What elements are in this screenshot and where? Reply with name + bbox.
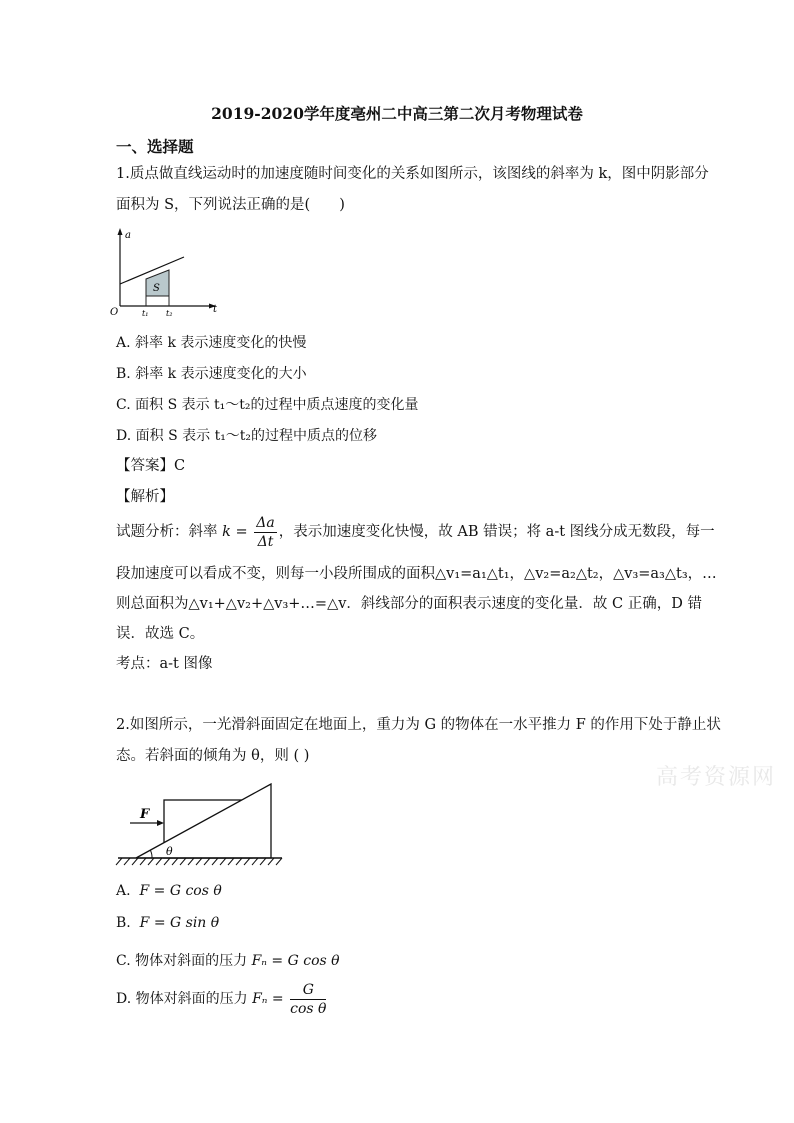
area-label: S (153, 283, 160, 294)
q2-option-c: C. 物体对斜面的压力 Fₙ = G cos θ (116, 953, 340, 969)
q1-analysis-line1: 试题分析：斜率 k = $\frac{\Delta a}{\Delta t}$ ，表示加速度变化快慢，故 AB 错误；将 a-t 图线分成无数段，每一 (116, 514, 715, 550)
q1-option-d: D. 面积 S 表示 t₁～t₂的过程中质点的位移 (116, 428, 378, 444)
section-heading: 一、选择题 (116, 137, 194, 156)
q2-option-b: B. F = G sin θ (116, 915, 220, 931)
t1-label: t₁ (142, 309, 149, 318)
incline (136, 784, 271, 858)
watermark: 高考资源网 (656, 765, 777, 790)
normal-force-fraction: $\frac{G}{\text{cos θ}}$ (290, 981, 327, 1017)
q1-analysis-line4: 误．故选 C。 (116, 626, 205, 642)
ground-hatch (116, 858, 282, 865)
y-axis-arrow (118, 228, 123, 235)
q2-option-a: A. F = G cos θ (116, 883, 222, 899)
q1-at-graph (108, 226, 228, 320)
x-axis-label: t (213, 304, 218, 315)
slope-fraction: $\frac{\Delta a}{\Delta t}$ (256, 514, 275, 550)
q2-stem-line2: 态。若斜面的倾角为 θ，则 ( ) (116, 748, 310, 764)
q2-incline-figure (114, 780, 286, 870)
q1-option-c: C. 面积 S 表示 t₁～t₂的过程中质点速度的变化量 (116, 397, 419, 413)
q1-analysis-line2: 段加速度可以看成不变，则每一小段所围成的面积△v₁=a₁△t₁，△v₂=a₂△t₂，△v₃=a₃△t₃，… (116, 566, 717, 582)
q1-stem-line1: 1.质点做直线运动时的加速度随时间变化的关系如图所示，该图线的斜率为 k，图中阴影部分 (116, 166, 709, 182)
q1-analysis-line3: 则总面积为△v₁+△v₂+△v₃+…=△v．斜线部分的面积表示速度的变化量．故 C 正确，D 错 (116, 596, 702, 612)
origin-label: O (110, 307, 119, 318)
q1-option-b: B. 斜率 k 表示速度变化的大小 (116, 366, 307, 382)
page-title: 2019-2020学年度亳州二中高三第二次月考物理试卷 (211, 104, 583, 123)
force-label: F (140, 807, 150, 822)
q2-option-d: D. 物体对斜面的压力 Fₙ = $\frac{G}{\text{cos θ}}$ (116, 981, 327, 1017)
q1-option-a: A. 斜率 k 表示速度变化的快慢 (116, 335, 307, 351)
q2-stem-line1: 2.如图所示，一光滑斜面固定在地面上，重力为 G 的物体在一水平推力 F 的作用下处于静止状 (116, 717, 721, 733)
k-symbol: k = (222, 524, 248, 540)
q1-stem-line2: 面积为 S，下列说法正确的是( ) (116, 197, 345, 213)
angle-label: θ (166, 845, 173, 858)
y-axis-label: a (125, 230, 131, 241)
t2-label: t₂ (166, 309, 173, 318)
q1-answer: 【答案】C (116, 458, 186, 474)
q1-analysis-title: 【解析】 (116, 489, 174, 505)
q1-knowledge-point: 考点：a-t 图像 (116, 656, 213, 672)
